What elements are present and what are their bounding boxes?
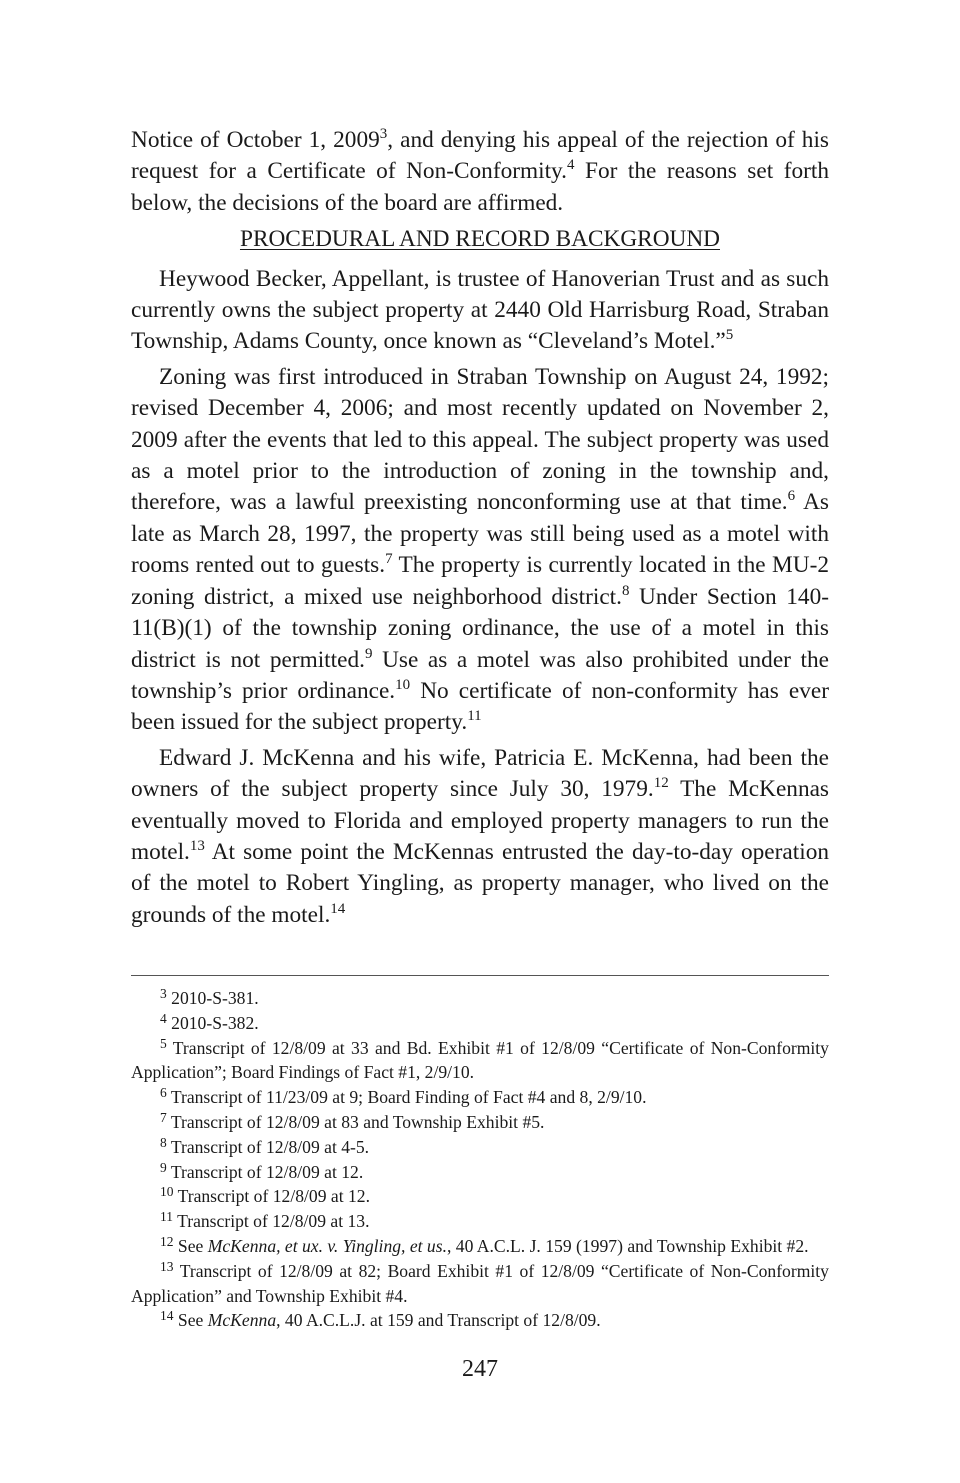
footnote-number: 6 (160, 1085, 167, 1101)
footnote (131, 1308, 829, 1333)
footnote-text: Transcript of 12/8/09 at 12. (170, 1161, 364, 1182)
text-run: As late as March 28, 1997, the property was still being used as a motel with rooms rented out to guests. (131, 489, 829, 579)
footnote-number: 3 (160, 986, 167, 1001)
footnote-text: Transcript of 11/23/09 at 9; Board Finding of Fact #4 and 8, 2/9/10. (170, 1087, 647, 1108)
text-run: Notice of October 1, 2009 (131, 127, 380, 153)
footnote-text: See (177, 1310, 208, 1331)
footnote-ref: 9 (364, 645, 373, 662)
footnote-ref: 5 (725, 327, 734, 344)
footnote (131, 1036, 829, 1086)
paragraph-zoning (131, 362, 829, 739)
footnote-text: Transcript of 12/8/09 at 33 and Bd. Exhibit #1 of 12/8/09 “Certificate of Non-Conformity Application”; Board Findings of Fact #1, 2/9/10. (131, 1037, 829, 1083)
text-run: , and denying his appeal of the rejection of his request for a Certificate of Non-Conformity. (131, 127, 829, 185)
footnote-text: Transcript of 12/8/09 at 12. (177, 1186, 370, 1207)
footnote-ref: 3 (379, 126, 388, 142)
footnote (131, 1085, 829, 1110)
footnote (131, 1184, 829, 1209)
footnote-text: , 40 A.C.L.J. at 159 and Transcript of 12/8/09. (276, 1310, 601, 1331)
text-run: Zoning was first introduced in Straban Township on August 24, 1992; revised December 4, 2006; and most recently updated on November 2, 2009 after the events that led to this appeal. The subject property was used as a motel prior to the introduction of zoning in the township and, therefore, was a lawful preexisting nonconforming use at that time. (131, 363, 829, 516)
footnote-text: Transcript of 12/8/09 at 83 and Township Exhibit #5. (170, 1111, 545, 1132)
page-body (131, 125, 829, 931)
text-run: Under Section 140-11(B)(1) of the township zoning ordinance, the use of a motel in this district is not permitted. (131, 583, 829, 673)
section-heading (131, 224, 829, 255)
footnote-ref: 10 (395, 676, 411, 693)
text-run: At some point the McKennas entrusted the day-to-day operation of the motel to Robert Yingling, as property manager, who lived on the grounds of the motel. (131, 838, 829, 928)
case-citation: McKenna, et ux. v. Yingling, et us. (207, 1235, 447, 1256)
footnote (131, 1209, 829, 1234)
footnote-text: Transcript of 12/8/09 at 4-5. (170, 1136, 370, 1157)
footnote-number: 7 (160, 1109, 167, 1125)
footnote-text: , 40 A.C.L. J. 159 (1997) and Township Exhibit #2. (446, 1235, 809, 1256)
text-run: Use as a motel was also prohibited under the township’s prior ordinance. (131, 646, 829, 704)
paragraph-appellant (131, 264, 829, 358)
footnote-text: 2010-S-381. (171, 988, 259, 1008)
footnote (131, 1160, 829, 1185)
footnote-divider (131, 975, 829, 976)
footnote-number: 5 (160, 1035, 167, 1051)
footnote-text: See (177, 1235, 208, 1256)
footnote-ref: 14 (330, 900, 346, 917)
footnote-ref: 11 (467, 708, 482, 725)
page-number: 247 (462, 1356, 498, 1382)
paragraph-mckenna (131, 743, 829, 931)
footnote (131, 986, 829, 1011)
footnote-ref: 6 (787, 488, 796, 505)
footnote-number: 8 (160, 1134, 167, 1150)
text-run: Edward J. McKenna and his wife, Patricia E. McKenna, had been the owners of the subject property since July 30, 1979. (131, 744, 829, 803)
footnote-text: Transcript of 12/8/09 at 82; Board Exhibit #1 of 12/8/09 “Certificate of Non-Conformity Application” and Township Exhibit #4. (131, 1260, 829, 1306)
footnote-number: 9 (160, 1159, 167, 1175)
footnote-number: 12 (160, 1233, 174, 1249)
footnote-ref: 13 (189, 837, 205, 854)
section-heading-text: PROCEDURAL AND RECORD BACKGROUND (239, 226, 720, 253)
footnote-number: 14 (160, 1308, 174, 1324)
text-run: The property is currently located in the MU-2 zoning district, a mixed use neighborhood district. (131, 552, 829, 610)
footnote (131, 1135, 829, 1160)
footnote (131, 1011, 829, 1036)
text-run: Heywood Becker, Appellant, is trustee of Hanoverian Trust and as such currently owns the subject property at 2440 Old Harrisburg Road, Straban Township, Adams County, once known as “Cleveland’s Motel.” (131, 265, 829, 355)
footnote-ref: 8 (621, 582, 630, 599)
footnote-ref: 7 (385, 551, 393, 568)
footnote-text: Transcript of 12/8/09 at 13. (177, 1211, 370, 1232)
footnote-text: 2010-S-382. (171, 1012, 259, 1033)
footnote-number: 10 (160, 1184, 174, 1200)
footnote-number: 13 (160, 1258, 174, 1274)
text-run: No certificate of non-conformity has ever been issued for the subject property. (131, 677, 829, 736)
footnote (131, 1110, 829, 1135)
text-run: For the reasons set forth below, the decisions of the board are affirmed. (131, 158, 829, 216)
footnote (131, 1234, 829, 1259)
footnote-ref: 4 (567, 157, 575, 174)
footnotes (131, 986, 829, 1333)
text-run: The McKennas eventually moved to Florida and employed property managers to run the motel. (131, 776, 830, 865)
footnote-ref: 12 (653, 775, 669, 792)
footnote (131, 1259, 829, 1309)
paragraph-intro (131, 125, 829, 219)
footnote-number: 4 (160, 1010, 167, 1026)
footnote-number: 11 (160, 1209, 173, 1225)
case-citation: McKenna (207, 1310, 277, 1331)
